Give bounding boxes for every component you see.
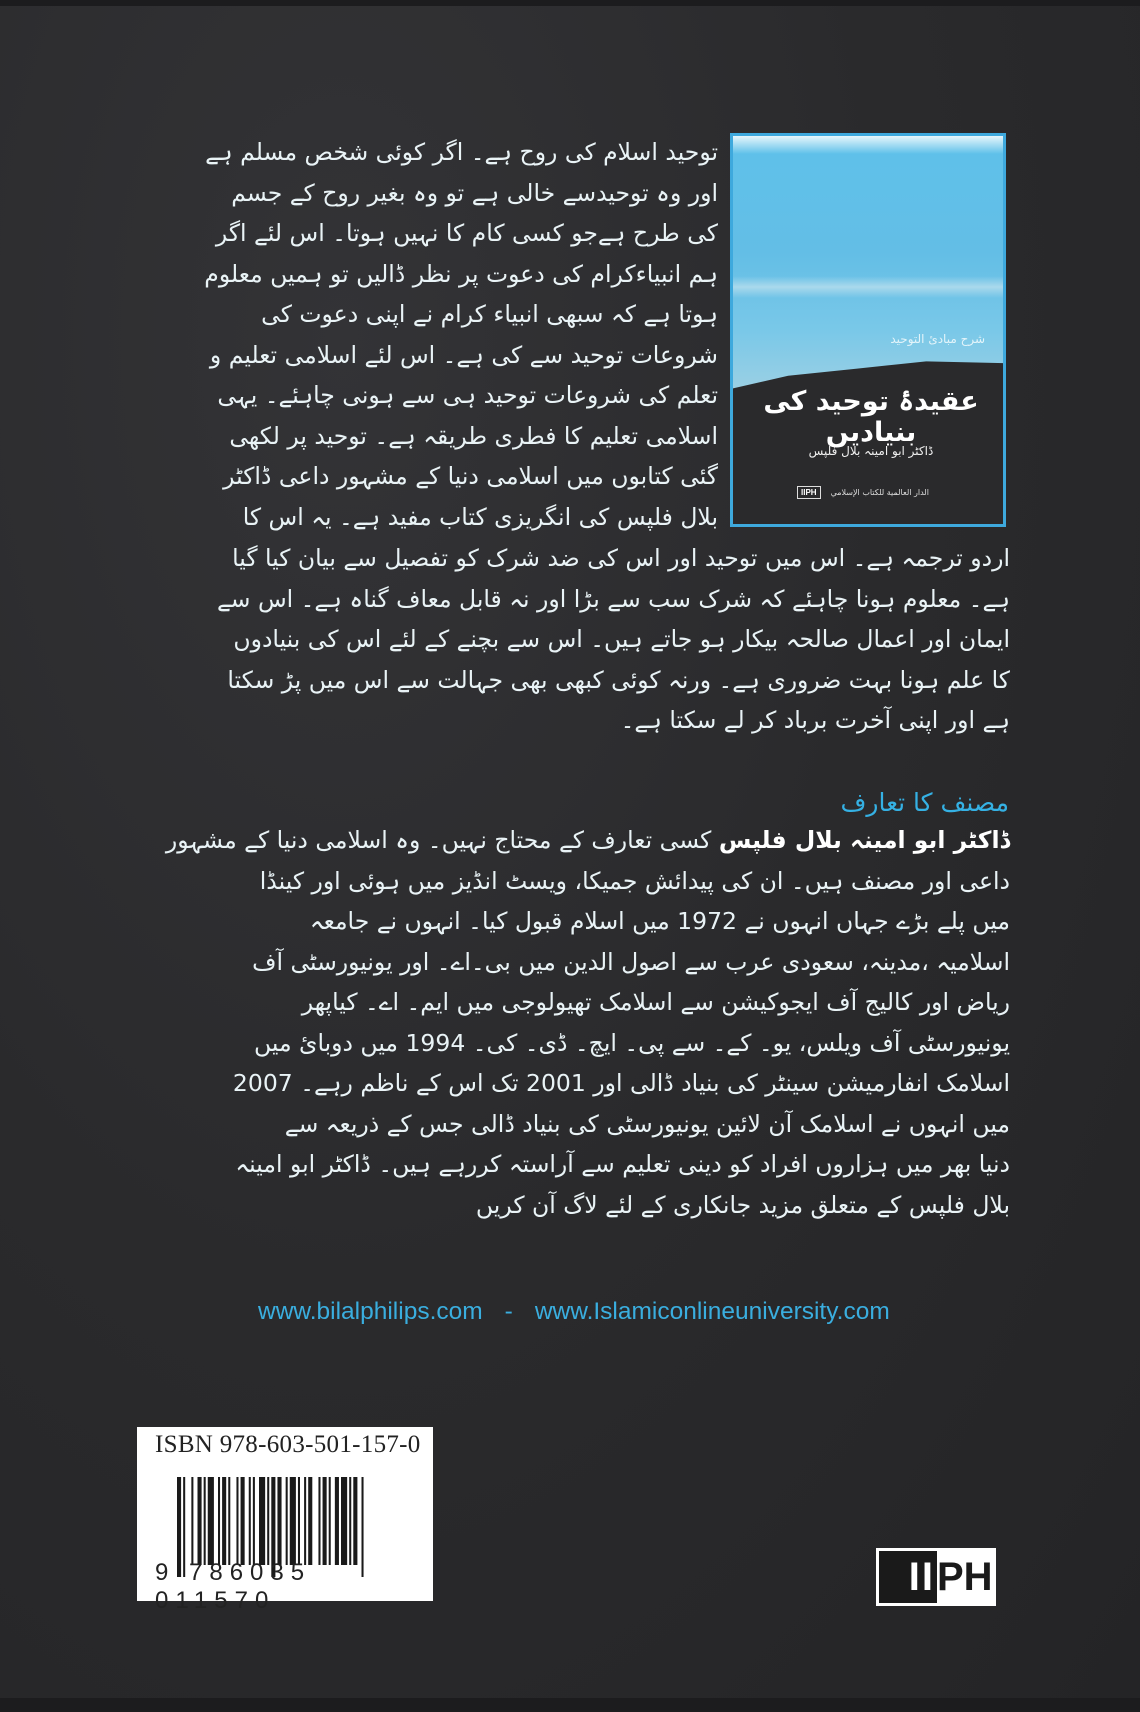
text-line: داعی اور مصنف ہیں۔ ان کی پیدائش جمیکا، ویسٹ انڈیز میں ہوئی اور کینڈا (259, 866, 1010, 895)
author-name: ڈاکٹر ابو امینہ بلال فلپس (718, 826, 1010, 854)
text-line: شروعات توحید سے کی ہے۔ اس لئے اسلامی تعلیم و (209, 340, 718, 369)
iiph-publisher-logo (876, 1548, 996, 1606)
thumbnail-subtitle: شرح مبادئ التوحید (890, 332, 985, 346)
thumbnail-title: عقیدۂ توحید کی بنیادیں (763, 386, 979, 448)
website-links (258, 1298, 998, 1326)
author-bio (138, 820, 1010, 1225)
link-islamic-online-university[interactable]: www.Islamiconlineuniversity.com (534, 1298, 890, 1325)
link-separator: - (504, 1298, 513, 1325)
text-line: بلال فلپس کی انگریزی کتاب مفید ہے۔ یہ اس کا (242, 502, 718, 531)
text-line: میں پلے بڑے جہاں انہوں نے 1972 میں اسلام قبول کیا۔ انہوں نے جامعہ (309, 907, 1010, 935)
iiph-logo-dark-block (879, 1551, 937, 1603)
text-line: ہم انبیاءکرام کی دعوت پر نظر ڈالیں تو ہمیں معلوم (204, 259, 718, 288)
text-line: ہے۔ معلوم ہونا چاہئے کہ شرک سب سے بڑا اور نہ قابل معاف گناہ ہے۔ اس سے (217, 584, 1010, 613)
text-line: کی طرح ہےجو کسی کام کا نہیں ہوتا۔ اس لئے اگر (215, 219, 718, 247)
text-line: اردو ترجمہ ہے۔ اس میں توحید اور اس کی ضد شرک کو تفصیل سے بیان کیا گیا (232, 544, 1010, 572)
thumbnail-author: ڈاکٹر ابو امینہ بلال فلپس (808, 444, 934, 458)
text-line: میں انہوں نے اسلامک آن لائین یونیورسٹی کی بنیاد ڈالی جس کے ذریعہ سے (284, 1109, 1010, 1138)
bio-first-line-rest: کسی تعارف کے محتاج نہیں۔ وہ اسلامی دنیا کے مشہور (165, 826, 719, 854)
text-line: دنیا بھر میں ہزاروں افراد کو دینی تعلیم سے آراستہ کررہے ہیں۔ ڈاکٹر ابو امینہ (235, 1150, 1010, 1178)
cover-top-edge (0, 0, 1140, 6)
iiph-logo-ii: II (908, 1555, 935, 1599)
isbn-number: ISBN 978-603-501-157-0 (155, 1431, 421, 1458)
isbn-barcode-label (137, 1427, 433, 1614)
intro-paragraph-bottom (138, 538, 1010, 741)
iiph-mini-logo-icon: IIPH (797, 486, 821, 499)
text-line: گئی کتابوں میں اسلامی دنیا کے مشہور داعی ڈاکٹر (223, 462, 718, 490)
iiph-logo-ph: PH (937, 1555, 993, 1599)
text-line: ایمان اور اعمال صالحہ بیکار ہو جاتے ہیں۔ اس سے بچنے کے لئے اس کی بنیادوں (233, 625, 1010, 653)
ean-digits: 9 786035 011570 (155, 1559, 312, 1614)
text-line: ہوتا ہے کہ سبھی انبیاء کرام نے اپنی دعوت کی (261, 300, 718, 328)
intro-top-lines (138, 132, 718, 537)
text-line: اور وہ توحیدسے خالی ہے تو وہ بغیر روح کے جسم (231, 178, 718, 207)
text-line: ریاض اور کالیج آف ایجوکیشن سے اسلامک تھیولوجی میں ایم۔ اے۔ کیاپھر (301, 988, 1010, 1016)
thumbnail-publisher-name: الدار العالمية للكتاب الإسلامي (830, 488, 929, 497)
text-line: تعلم کی شروعات توحید ہی سے ہونی چاہئے۔ یہی (217, 381, 718, 409)
link-bilalphilips[interactable]: www.bilalphilips.com (258, 1298, 483, 1325)
front-cover-thumbnail (730, 133, 1006, 527)
text-line: ہے اور اپنی آخرت برباد کر لے سکتا ہے۔ (620, 706, 1010, 734)
text-line: یونیورسٹی آف ویلس، یو۔ کے۔ سے پی۔ ایچ۔ ڈی۔ کی۔ 1994 میں دوبائ میں (254, 1028, 1010, 1057)
text-line: اسلامک انفارمیشن سینٹر کی بنیاد ڈالی اور 2001 تک اس کے ناظم رہے۔ 2007 (232, 1069, 1010, 1097)
sky-cloud-band (733, 276, 1006, 298)
text-line: اسلامی تعلیم کا فطری طریقہ ہے۔ توحید پر لکھی (229, 421, 718, 450)
author-intro-heading: مصنف کا تعارف (840, 788, 1009, 817)
thumbnail-publisher-row (797, 486, 929, 499)
sky-cloud (733, 136, 1006, 154)
text-line: کا علم ہونا بہت ضروری ہے۔ ورنہ کوئی کبھی بھی جہالت سے اس میں پڑ سکتا (227, 665, 1010, 694)
text-line: بلال فلپس کے متعلق مزید جانکاری کے لئے لاگ آن کریں (475, 1190, 1010, 1219)
text-line: اسلامیہ ،مدینہ، سعودی عرب سے اصول الدین میں بی۔اے۔ اور یونیورسٹی آف (252, 947, 1010, 976)
cover-bottom-edge (0, 1698, 1140, 1712)
bio-first-line (138, 820, 1010, 861)
text-line: توحید اسلام کی روح ہے۔ اگر کوئی شخص مسلم ہے (205, 138, 718, 166)
